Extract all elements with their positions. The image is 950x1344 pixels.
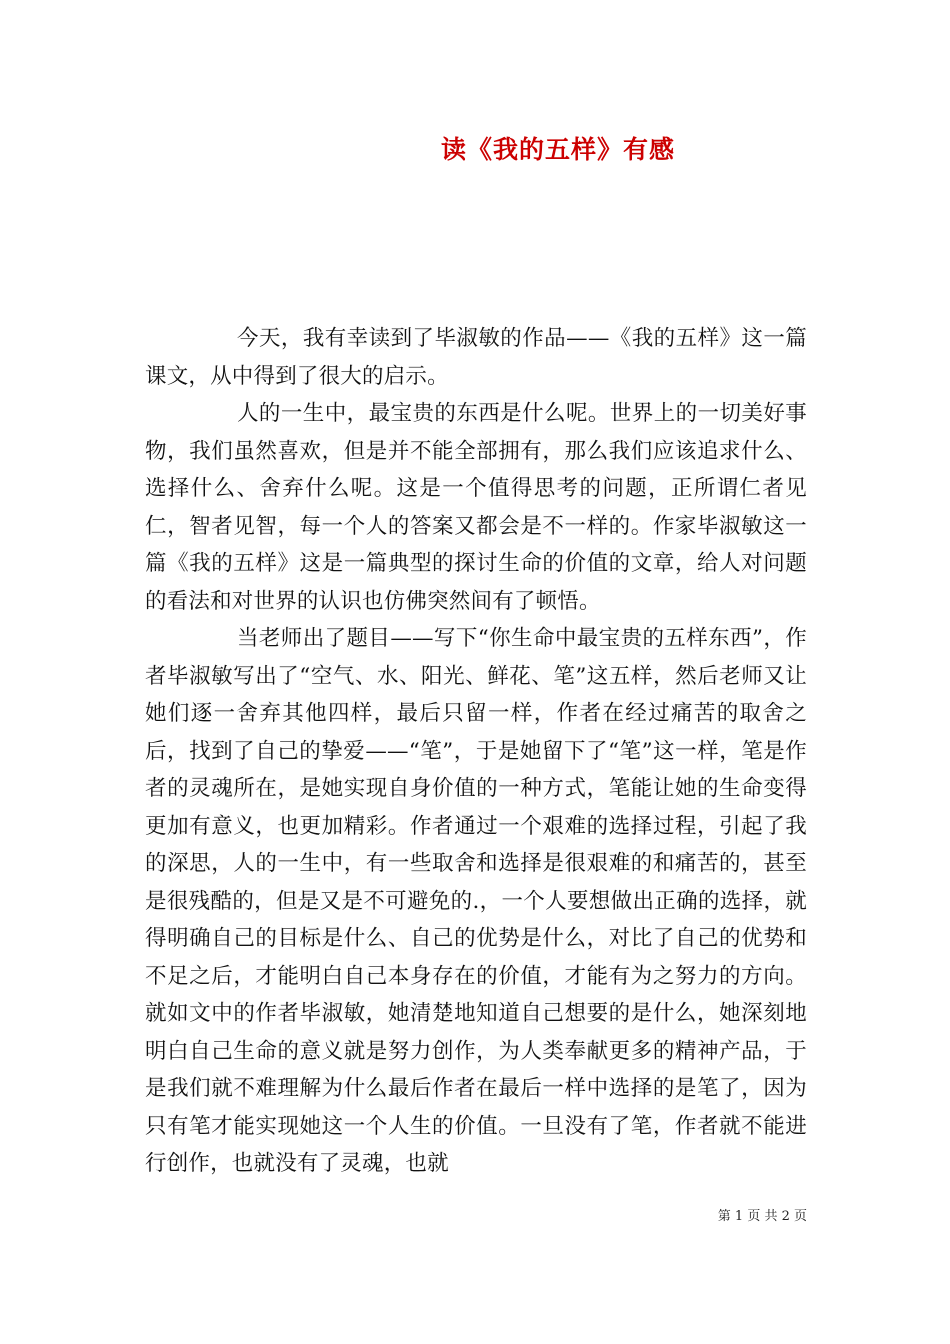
document-body (145, 320, 807, 1183)
page-number-footer: 第 1 页 共 2 页 (717, 1209, 807, 1224)
paragraph-3: 当老师出了题目——写下“你生命中最宝贵的五样东西”，作者毕淑敏写出了“空气、水、阳光、鲜花、笔”这五样，然后老师又让她们逐一舍弃其他四样，最后只留一样，作者在经过痛苦的取舍之后，找到了自己的挚爱——“笔”，于是她留下了“笔”这一样，笔是作者的灵魂所在，是她实现自身价值的一种方式，笔能让她的生命变得更加有意义，也更加精彩。作者通过一个艰难的选择过程，引起了我的深思，人的一生中，有一些取舍和选择是很艰难的和痛苦的，甚至是很残酷的，但是又是不可避免的.，一个人要想做出正确的选择，就得明确自己的目标是什么、自己的优势是什么，对比了自己的优势和不足之后，才能明白自己本身存在的价值，才能有为之努力的方向。就如文中的作者毕淑敏，她清楚地知道自己想要的是什么，她深刻地明白自己生命的意义就是努力创作，为人类奉献更多的精神产品，于是我们就不难理解为什么最后作者在最后一样中选择的是笔了，因为只有笔才能实现她这一个人生的价值。一旦没有了笔，作者就不能进行创作，也就没有了灵魂，也就 (145, 626, 807, 1176)
paragraph-2: 人的一生中，最宝贵的东西是什么呢。世界上的一切美好事物，我们虽然喜欢，但是并不能全部拥有，那么我们应该追求什么、选择什么、舍弃什么呢。这是一个值得思考的问题，正所谓仁者见仁，智者见智，每一个人的答案又都会是不一样的。作家毕淑敏这一篇《我的五样》这是一篇典型的探讨生命的价值的文章，给人对问题的看法和对世界的认识也仿佛突然间有了顿悟。 (145, 401, 807, 614)
document-title: 读《我的五样》有感 (440, 135, 675, 164)
paragraph-1: 今天，我有幸读到了毕淑敏的作品——《我的五样》这一篇课文，从中得到了很大的启示。 (145, 326, 807, 389)
